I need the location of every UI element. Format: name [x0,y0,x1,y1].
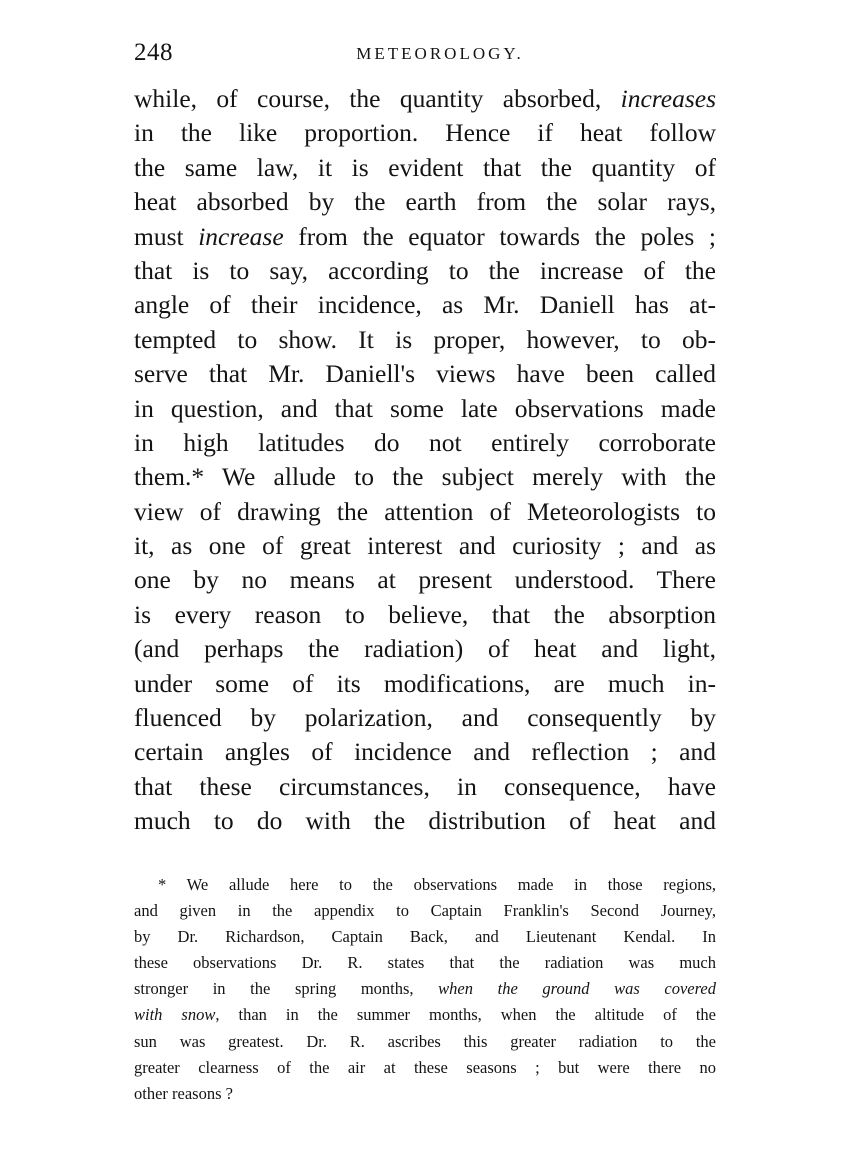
page-number: 248 [134,39,173,66]
text-line: that is to say, according to the increase of the [134,255,716,285]
main-text [134,82,716,839]
italic-emphasis: increase [198,221,284,251]
text-line: fluenced by polarization, and consequently by [134,703,716,733]
text-line: in high latitudes do not entirely corroborate [134,427,716,457]
footnote-line: greater clearness of the air at these seasons ; but were there no [134,1057,716,1077]
text-line: one by no means at present understood. There [134,565,716,595]
text-line: it, as one of great interest and curiosity ; and as [134,531,716,561]
page-header [134,38,716,70]
text-line: heat absorbed by the earth from the solar rays, [134,187,716,217]
footnote-line: * We allude here to the observations made in those regions, [158,875,716,894]
text-line: is every reason to believe, that the absorption [134,599,716,629]
footnote-line: these observations Dr. R. states that the radiation was much [134,953,716,973]
text-line: under some of its modifications, are much in- [134,668,716,698]
text-line: much to do with the distribution of heat and [134,806,716,836]
text-line: (and perhaps the radiation) of heat and light, [134,634,716,664]
running-head: METEOROLOGY. [356,44,524,63]
text-line: serve that Mr. Daniell's views have been called [134,359,716,389]
footnote-line: stronger in the spring months, when the ground was covered [134,979,716,999]
footnote [134,872,716,1107]
footnote-line: with snow, than in the summer months, when the altitude of the [134,1005,716,1025]
text-line: must increase from the equator towards the poles ; [134,221,716,251]
italic-emphasis: with snow [134,1005,216,1025]
footnote-line: by Dr. Richardson, Captain Back, and Lieutenant Kendal. In [134,927,716,947]
text-line: them.* We allude to the subject merely with the [134,462,716,492]
text-line: while, of course, the quantity absorbed, increases [134,84,716,113]
text-line: angle of their incidence, as Mr. Daniell has at- [134,290,716,320]
footnote-line: sun was greatest. Dr. R. ascribes this greater radiation to the [134,1031,716,1051]
text-line: in the like proportion. Hence if heat follow [134,118,716,148]
text-line: certain angles of incidence and reflection ; and [134,737,716,767]
italic-emphasis: when the ground was covered [438,979,716,999]
text-line: tempted to show. It is proper, however, to ob- [134,324,716,354]
footnote-line: other reasons ? [134,1083,233,1103]
text-line: that these circumstances, in consequence, have [134,771,716,801]
italic-emphasis: increases [620,84,716,113]
text-line: view of drawing the attention of Meteorologists to [134,496,716,526]
text-line: in question, and that some late observations made [134,393,716,423]
footnote-line: and given in the appendix to Captain Franklin's Second Journey, [134,901,716,921]
text-line: the same law, it is evident that the quantity of [134,152,716,182]
